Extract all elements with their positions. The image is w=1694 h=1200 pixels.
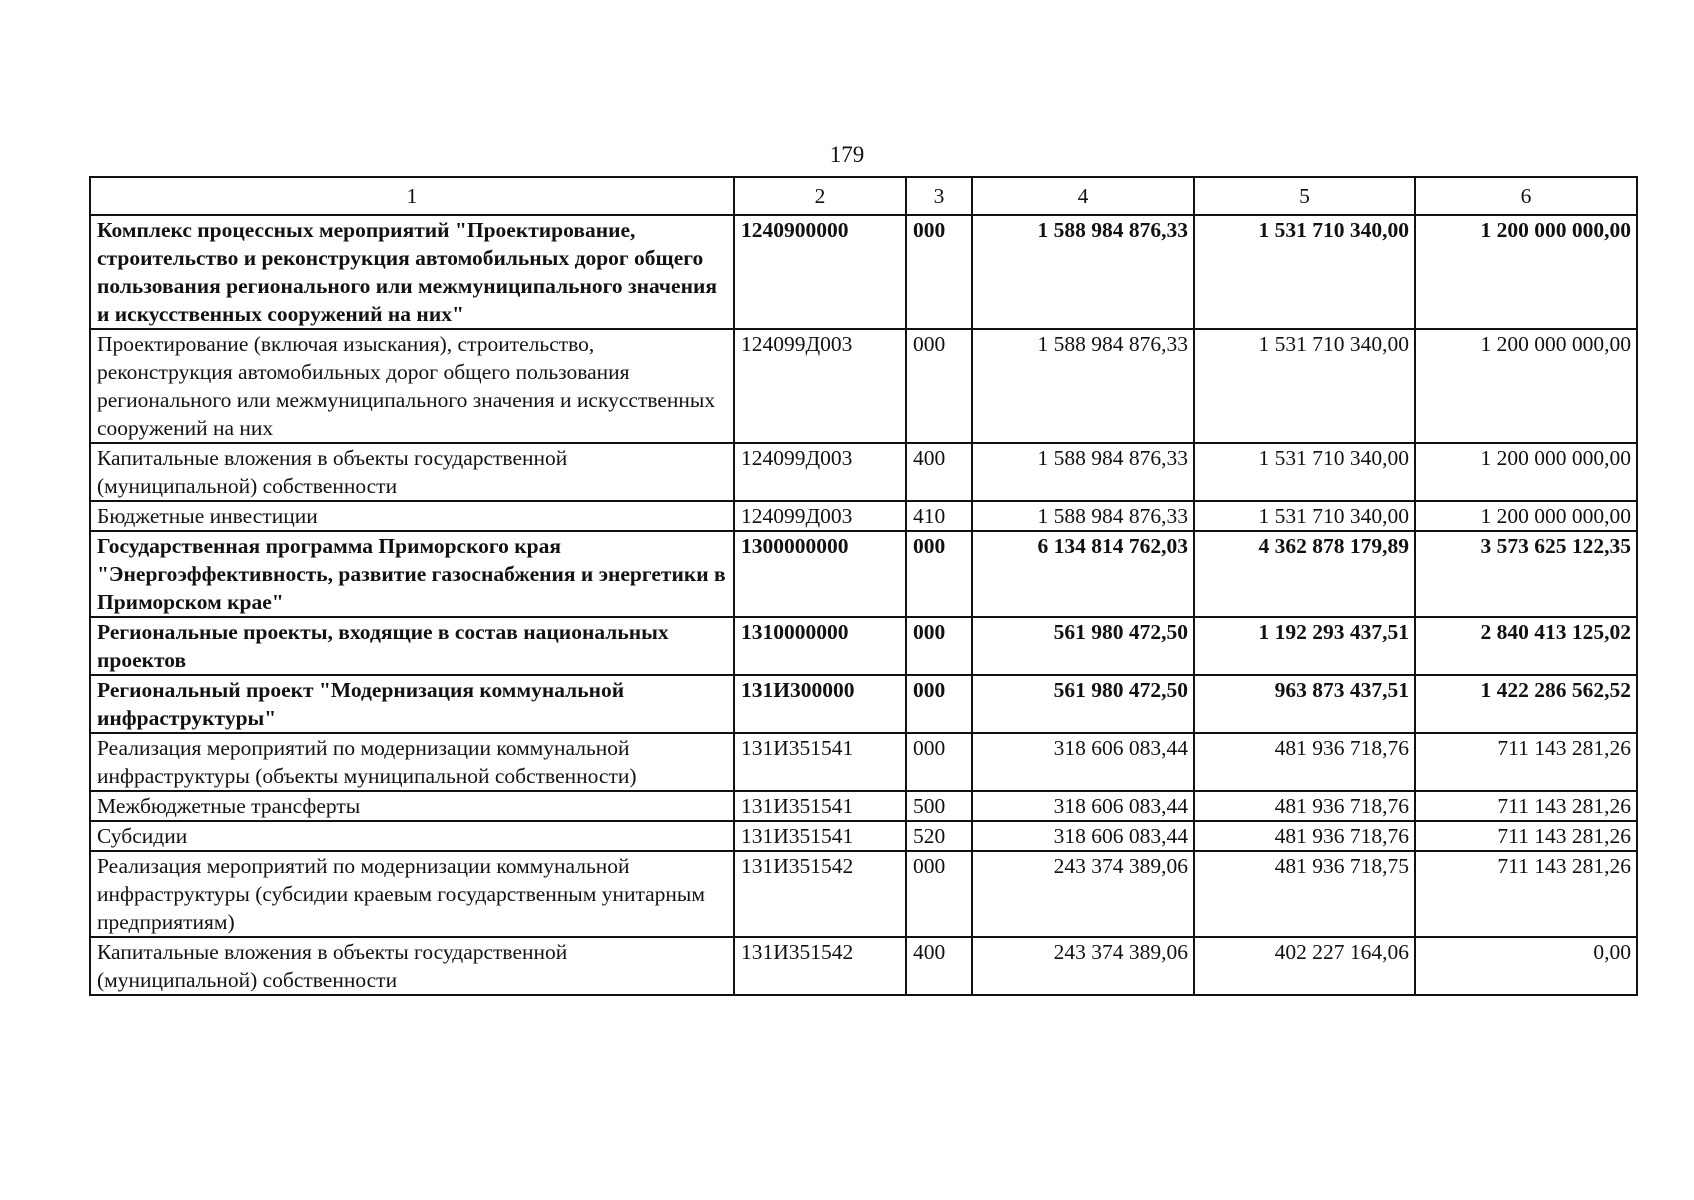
table-body — [90, 215, 1637, 995]
row-name: Государственная программа Приморского края "Энергоэффективность, развитие газоснабжения и энергетики в Приморском крае" — [90, 531, 734, 617]
column-header: 1 — [90, 177, 734, 215]
row-amount-2: 1 531 710 340,00 — [1194, 215, 1415, 329]
table-row — [90, 501, 1637, 531]
row-amount-2: 963 873 437,51 — [1194, 675, 1415, 733]
table-row — [90, 617, 1637, 675]
row-name: Бюджетные инвестиции — [90, 501, 734, 531]
row-code: 1240900000 — [734, 215, 906, 329]
row-amount-1: 243 374 389,06 — [972, 937, 1194, 995]
row-name: Капитальные вложения в объекты государственной (муниципальной) собственности — [90, 937, 734, 995]
row-amount-1: 318 606 083,44 — [972, 733, 1194, 791]
column-header: 4 — [972, 177, 1194, 215]
table-row — [90, 791, 1637, 821]
row-amount-3: 1 200 000 000,00 — [1415, 215, 1637, 329]
row-code: 1310000000 — [734, 617, 906, 675]
row-amount-3: 711 143 281,26 — [1415, 791, 1637, 821]
row-type-code: 410 — [906, 501, 972, 531]
row-amount-3: 3 573 625 122,35 — [1415, 531, 1637, 617]
row-amount-2: 481 936 718,76 — [1194, 821, 1415, 851]
row-code: 1300000000 — [734, 531, 906, 617]
row-amount-1: 318 606 083,44 — [972, 821, 1194, 851]
table-row — [90, 937, 1637, 995]
row-name: Реализация мероприятий по модернизации коммунальной инфраструктуры (субсидии краевым государственным унитарным предприятиям) — [90, 851, 734, 937]
row-type-code: 500 — [906, 791, 972, 821]
table-row — [90, 531, 1637, 617]
row-code: 124099Д003 — [734, 443, 906, 501]
row-code: 131И351541 — [734, 821, 906, 851]
row-name: Капитальные вложения в объекты государственной (муниципальной) собственности — [90, 443, 734, 501]
row-amount-1: 1 588 984 876,33 — [972, 329, 1194, 443]
row-code: 124099Д003 — [734, 501, 906, 531]
row-amount-2: 1 531 710 340,00 — [1194, 443, 1415, 501]
row-amount-2: 481 936 718,76 — [1194, 733, 1415, 791]
row-amount-1: 1 588 984 876,33 — [972, 501, 1194, 531]
budget-table — [89, 176, 1638, 996]
row-type-code: 000 — [906, 329, 972, 443]
row-amount-2: 481 936 718,76 — [1194, 791, 1415, 821]
row-amount-3: 711 143 281,26 — [1415, 733, 1637, 791]
row-code: 131И300000 — [734, 675, 906, 733]
row-amount-1: 1 588 984 876,33 — [972, 443, 1194, 501]
column-header: 5 — [1194, 177, 1415, 215]
row-amount-3: 1 200 000 000,00 — [1415, 443, 1637, 501]
row-amount-3: 711 143 281,26 — [1415, 821, 1637, 851]
row-name: Межбюджетные трансферты — [90, 791, 734, 821]
row-name: Комплекс процессных мероприятий "Проектирование, строительство и реконструкция автомобильных дорог общего пользования регионального или межмуниципального значения и искусственных сооружений на них" — [90, 215, 734, 329]
row-name: Проектирование (включая изыскания), строительство, реконструкция автомобильных дорог общего пользования регионального или межмуниципального значения и искусственных сооружений на них — [90, 329, 734, 443]
row-amount-2: 402 227 164,06 — [1194, 937, 1415, 995]
table-row — [90, 821, 1637, 851]
row-amount-2: 1 192 293 437,51 — [1194, 617, 1415, 675]
table-row — [90, 851, 1637, 937]
page-number: 179 — [829, 142, 865, 167]
row-type-code: 000 — [906, 215, 972, 329]
row-type-code: 000 — [906, 733, 972, 791]
row-code: 131И351542 — [734, 851, 906, 937]
column-header: 3 — [906, 177, 972, 215]
row-amount-2: 1 531 710 340,00 — [1194, 501, 1415, 531]
row-amount-3: 2 840 413 125,02 — [1415, 617, 1637, 675]
row-type-code: 000 — [906, 531, 972, 617]
row-amount-3: 1 200 000 000,00 — [1415, 501, 1637, 531]
row-type-code: 000 — [906, 851, 972, 937]
row-type-code: 400 — [906, 443, 972, 501]
row-type-code: 000 — [906, 617, 972, 675]
table-row — [90, 443, 1637, 501]
column-header: 6 — [1415, 177, 1637, 215]
row-name: Региональный проект "Модернизация коммунальной инфраструктуры" — [90, 675, 734, 733]
row-type-code: 520 — [906, 821, 972, 851]
row-code: 131И351542 — [734, 937, 906, 995]
row-amount-1: 6 134 814 762,03 — [972, 531, 1194, 617]
table-row — [90, 329, 1637, 443]
row-amount-1: 561 980 472,50 — [972, 617, 1194, 675]
row-amount-1: 243 374 389,06 — [972, 851, 1194, 937]
row-name: Субсидии — [90, 821, 734, 851]
table-row — [90, 215, 1637, 329]
row-code: 124099Д003 — [734, 329, 906, 443]
row-amount-3: 1 200 000 000,00 — [1415, 329, 1637, 443]
row-amount-3: 711 143 281,26 — [1415, 851, 1637, 937]
table-header-row — [90, 177, 1637, 215]
row-amount-1: 1 588 984 876,33 — [972, 215, 1194, 329]
row-amount-1: 318 606 083,44 — [972, 791, 1194, 821]
row-type-code: 000 — [906, 675, 972, 733]
row-amount-2: 4 362 878 179,89 — [1194, 531, 1415, 617]
row-amount-3: 0,00 — [1415, 937, 1637, 995]
table-row — [90, 733, 1637, 791]
row-type-code: 400 — [906, 937, 972, 995]
row-amount-1: 561 980 472,50 — [972, 675, 1194, 733]
row-code: 131И351541 — [734, 791, 906, 821]
row-amount-2: 1 531 710 340,00 — [1194, 329, 1415, 443]
row-name: Региональные проекты, входящие в состав национальных проектов — [90, 617, 734, 675]
row-amount-3: 1 422 286 562,52 — [1415, 675, 1637, 733]
row-amount-2: 481 936 718,75 — [1194, 851, 1415, 937]
column-header: 2 — [734, 177, 906, 215]
table-row — [90, 675, 1637, 733]
row-code: 131И351541 — [734, 733, 906, 791]
row-name: Реализация мероприятий по модернизации коммунальной инфраструктуры (объекты муниципальной собственности) — [90, 733, 734, 791]
